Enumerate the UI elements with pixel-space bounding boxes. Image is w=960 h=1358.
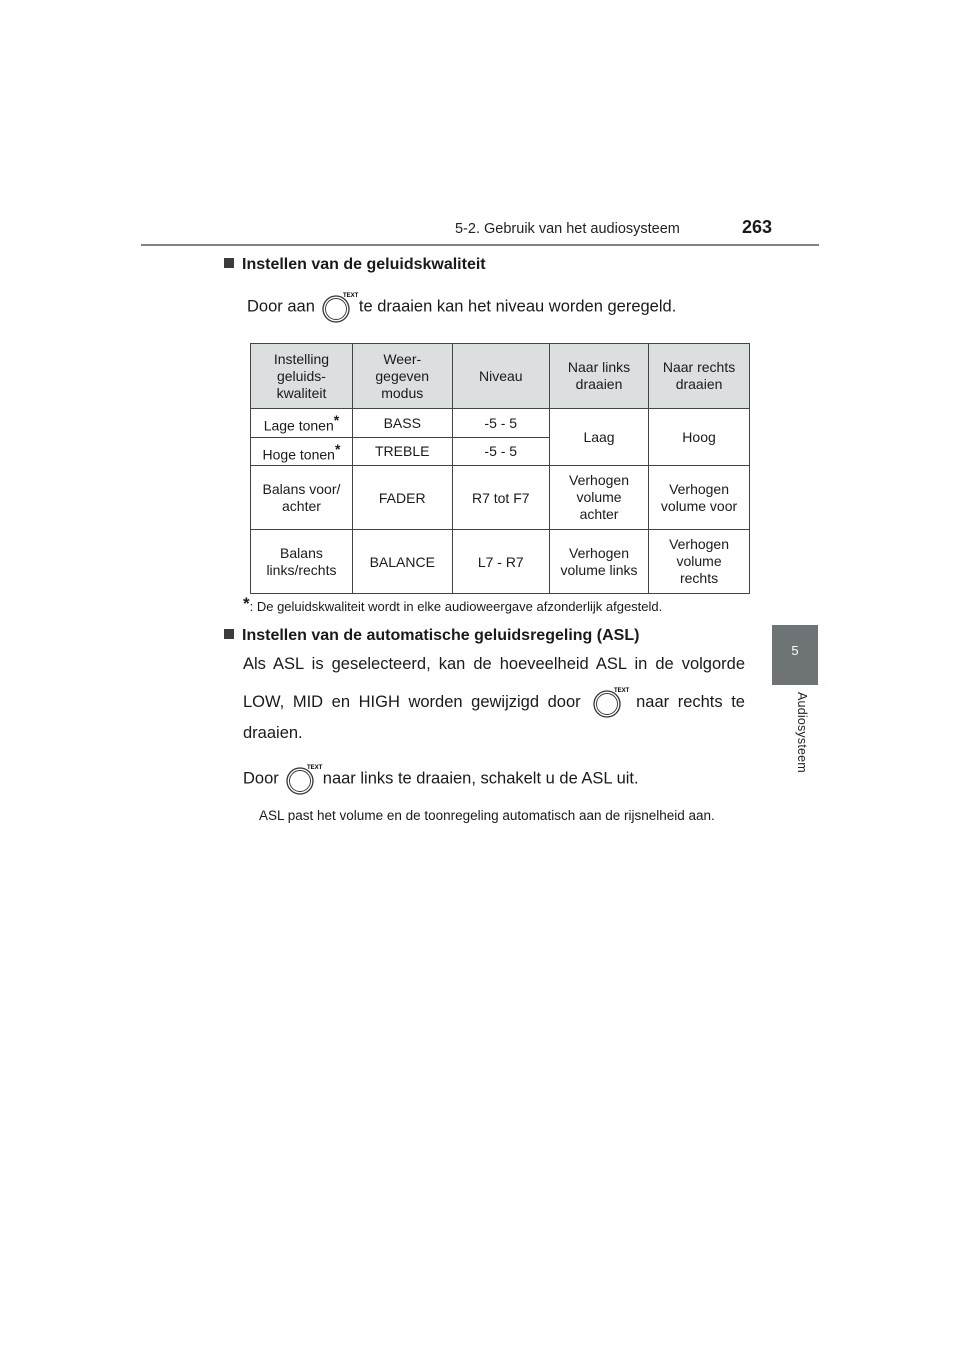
- section-heading-sound-quality: Instellen van de geluidskwaliteit: [224, 256, 486, 274]
- table-header-cell: Weer- gegeven modus: [352, 344, 452, 409]
- asl-off-instruction: Door TEXT naar links te draaien, schakelt u de ASL uit.: [243, 763, 639, 795]
- svg-text:TEXT: TEXT: [614, 688, 630, 694]
- table-header-row: [251, 344, 750, 409]
- bullet-square-icon: [224, 629, 234, 639]
- chapter-number: 5: [791, 643, 799, 658]
- table-row: [251, 530, 750, 594]
- table-cell-setting: Balans links/rechts: [251, 530, 353, 594]
- svg-text:TEXT: TEXT: [306, 765, 323, 771]
- table-footnote: *: De geluidskwaliteit wordt in elke audioweergave afzonderlijk afgesteld.: [243, 594, 663, 614]
- table-cell-right: Hoog: [649, 409, 750, 466]
- table-header-cell: Naar links draaien: [549, 344, 648, 409]
- table-cell-setting: Lage tonen*: [251, 409, 353, 438]
- bullet-square-icon: [224, 258, 234, 268]
- table-cell-left: Laag: [549, 409, 648, 466]
- page-number: 263: [742, 217, 773, 237]
- table-header-cell: Naar rechts draaien: [649, 344, 750, 409]
- sound-settings-table: [250, 343, 750, 594]
- table-cell-mode: TREBLE: [352, 437, 452, 466]
- table-cell-right: Verhogen volume voor: [649, 466, 750, 530]
- table-cell-level: -5 - 5: [452, 437, 549, 466]
- text-knob-icon: [285, 763, 323, 795]
- header-section-title: 5-2. Gebruik van het audiosysteem: [455, 221, 680, 237]
- asl-paragraph-line: draaien.: [243, 724, 303, 742]
- table-cell-left: Verhogen volume achter: [549, 466, 648, 530]
- table-cell-right: Verhogen volume rechts: [649, 530, 750, 594]
- svg-text:TEXT: TEXT: [342, 293, 359, 299]
- header-divider: [141, 244, 819, 246]
- text-knob-icon: [592, 686, 630, 718]
- asl-note: ASL past het volume en de toonregeling automatisch aan de rijsnelheid aan.: [259, 808, 715, 823]
- table-cell-left: Verhogen volume links: [549, 530, 648, 594]
- table-cell-level: L7 - R7: [452, 530, 549, 594]
- table-cell-setting: Hoge tonen*: [251, 437, 353, 466]
- table-cell-mode: BALANCE: [352, 530, 452, 594]
- table-header-cell: Instelling geluids- kwaliteit: [251, 344, 353, 409]
- table-cell-level: -5 - 5: [452, 409, 549, 438]
- asl-paragraph-line: LOW, MID en HIGH worden gewijzigd door TEXT naar rechts te: [243, 686, 745, 718]
- chapter-label: Audiosysteem: [795, 692, 809, 773]
- table-row: [251, 409, 750, 438]
- sound-quality-instruction: Door aan TEXT te draaien kan het niveau worden geregeld.: [247, 291, 676, 323]
- table-cell-level: R7 tot F7: [452, 466, 549, 530]
- table-cell-mode: FADER: [352, 466, 452, 530]
- table-cell-mode: BASS: [352, 409, 452, 438]
- table-cell-setting: Balans voor/ achter: [251, 466, 353, 530]
- section-heading-asl: Instellen van de automatische geluidsregeling (ASL): [224, 627, 639, 645]
- table-header-cell: Niveau: [452, 344, 549, 409]
- asl-paragraph-line: Als ASL is geselecteerd, kan de hoeveelheid ASL in de volgorde: [243, 655, 745, 673]
- table-row: [251, 466, 750, 530]
- text-knob-icon: [321, 291, 359, 323]
